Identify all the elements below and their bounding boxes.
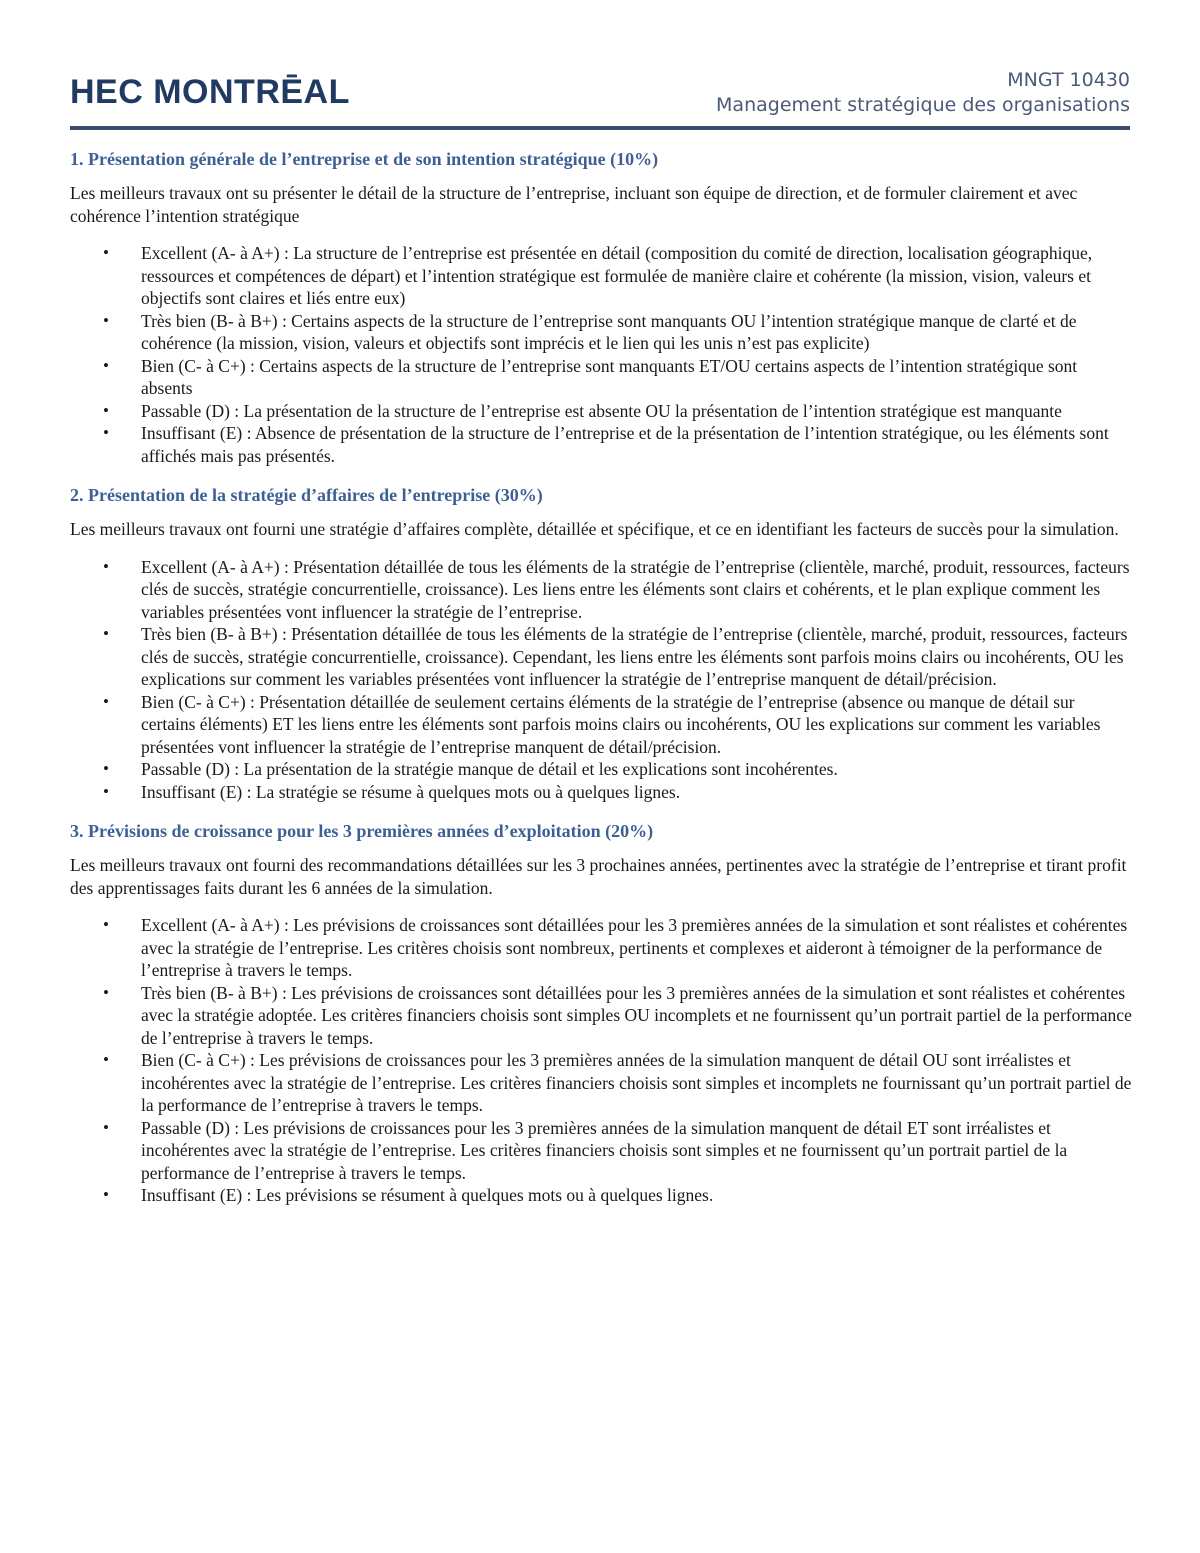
criteria-item (70, 242, 1132, 310)
criteria-list (70, 242, 1132, 467)
criteria-item (70, 758, 1132, 781)
bullet-icon: • (103, 243, 109, 262)
criteria-item (70, 691, 1132, 759)
bullet-icon: • (103, 691, 109, 711)
criteria-text: Excellent (A- à A+) : La structure de l’entreprise est présentée en détail (composition du comité de direction, localisation géographique, ressources et compétences de départ) et l’intention stratégique est formulée de manière claire et cohérente (la mission, vision, valeurs et objectifs sont claires et liés entre eux) (141, 243, 1093, 308)
section-intro: Les meilleurs travaux ont fourni une stratégie d’affaires complète, détaillée et spécifique, et ce en identifiant les facteurs de succès pour la simulation. (70, 519, 1119, 539)
section-heading: 1. Présentation générale de l’entreprise et de son intention stratégique (10%) (70, 149, 659, 169)
criteria-text: Insuffisant (E) : Absence de présentation de la structure de l’entreprise et de la présentation de l’intention stratégique, ou les éléments sont affichés mais pas présentés. (141, 423, 1109, 466)
criteria-item (70, 1049, 1132, 1117)
criteria-item (70, 556, 1132, 624)
criteria-text: Passable (D) : La présentation de la stratégie manque de détail et les explications sont incohérentes. (141, 759, 838, 779)
document-body (70, 147, 1132, 1223)
criteria-text: Passable (D) : La présentation de la structure de l’entreprise est absente OU la présentation de l’intention stratégique est manquante (141, 400, 1062, 421)
bullet-icon: • (103, 781, 109, 801)
criteria-text: Très bien (B- à B+) : Certains aspects de la structure de l’entreprise sont manquants OU l’intention stratégique manque de clarté et de cohérence (la mission, vision, valeurs et objectifs sont imprécis et le lien qui les unis n’est pas explicite) (141, 310, 1077, 353)
section-2 (70, 483, 1132, 803)
criteria-item (70, 400, 1132, 423)
course-code: MNGT 10430 (1007, 69, 1130, 91)
section-intro: Les meilleurs travaux ont fourni des recommandations détaillées sur les 3 prochaines années, pertinentes avec la stratégie de l’entreprise et tirant profit des apprentissages faits durant les 6 années de la simulation. (70, 855, 1127, 898)
bullet-icon: • (103, 423, 109, 442)
course-name: Management stratégique des organisations (716, 94, 1130, 116)
header-divider (70, 126, 1130, 130)
bullet-icon: • (103, 759, 109, 778)
criteria-item (70, 1117, 1132, 1185)
criteria-item (70, 781, 1132, 804)
criteria-list (70, 556, 1132, 804)
criteria-text: Très bien (B- à B+) : Les prévisions de croissances sont détaillées pour les 3 premières années de la simulation et sont réalistes et cohérentes avec la stratégie adoptée. Les critères financiers choisis sont simples OU incomplets et ne fournissent qu’un portrait partiel de la performance de l’entreprise à travers le temps. (141, 982, 1132, 1048)
criteria-text: Insuffisant (E) : Les prévisions se résument à quelques mots ou à quelques lignes. (141, 1185, 714, 1205)
section-heading: 3. Prévisions de croissance pour les 3 premières années d’exploitation (20%) (70, 821, 654, 841)
criteria-text: Bien (C- à C+) : Certains aspects de la structure de l’entreprise sont manquants ET/OU certains aspects de l’intention stratégique sont absents (141, 355, 1078, 398)
course-info (716, 68, 1130, 118)
section-3 (70, 819, 1132, 1207)
section-1 (70, 147, 1132, 467)
section-heading: 2. Présentation de la stratégie d’affaires de l’entreprise (30%) (70, 485, 543, 505)
bullet-icon: • (103, 915, 109, 934)
bullet-icon: • (103, 982, 109, 1002)
hec-montreal-logo: HEC MONTRĒAL (70, 73, 350, 111)
bullet-icon: • (103, 1185, 109, 1204)
criteria-text: Excellent (A- à A+) : Les prévisions de croissances sont détaillées pour les 3 premières années de la simulation et sont réalistes et cohérentes avec la stratégie de l’entreprise. Les critères choisis sont nombreux, pertinents et complexes et aideront à témoigner de la performance de l’entreprise à travers le temps. (141, 915, 1128, 980)
criteria-text: Passable (D) : Les prévisions de croissances pour les 3 premières années de la simulation manquent de détail ET sont irréalistes et incohérentes avec la stratégie de l’entreprise. Les critères financiers choisis sont simples et ne fournissent qu’un portrait partiel de la performance de l’entreprise à travers le temps. (141, 1117, 1068, 1183)
bullet-icon: • (103, 1050, 109, 1069)
criteria-text: Insuffisant (E) : La stratégie se résume à quelques mots ou à quelques lignes. (141, 781, 681, 802)
criteria-text: Bien (C- à C+) : Les prévisions de croissances pour les 3 premières années de la simulation manquent de détail OU sont irréalistes et incohérentes avec la stratégie de l’entreprise. Les critères financiers choisis sont simples et incomplets ne fournissant qu’un portrait partiel de la performance de l’entreprise à travers le temps. (141, 1050, 1132, 1115)
criteria-text: Excellent (A- à A+) : Présentation détaillée de tous les éléments de la stratégie de l’entreprise (clientèle, marché, produit, ressources, facteurs clés de succès, stratégie concurrentielle, croissance). Les liens entre les éléments sont clairs et cohérents, et le plan explique comment les variables présentées vont influencer la stratégie de l’entreprise. (141, 556, 1130, 622)
criteria-item (70, 623, 1132, 691)
criteria-item (70, 914, 1132, 982)
criteria-item (70, 355, 1132, 400)
bullet-icon: • (103, 624, 109, 643)
bullet-icon: • (103, 400, 109, 420)
bullet-icon: • (103, 1117, 109, 1137)
criteria-item (70, 1184, 1132, 1207)
criteria-text: Très bien (B- à B+) : Présentation détaillée de tous les éléments de la stratégie de l’entreprise (clientèle, marché, produit, ressources, facteurs clés de succès, stratégie concurrentielle, croissance). Cependant, les liens entre les éléments sont parfois moins clairs ou incohérents, OU les explications sur comment les variables présentées vont influencer la stratégie de l’entreprise manquent de détail/précision. (141, 624, 1128, 689)
criteria-item (70, 982, 1132, 1050)
criteria-list (70, 914, 1132, 1207)
section-intro: Les meilleurs travaux ont su présenter le détail de la structure de l’entreprise, incluant son équipe de direction, et de formuler clairement et avec cohérence l’intention stratégique (70, 183, 1078, 226)
bullet-icon: • (103, 556, 109, 576)
criteria-item (70, 422, 1132, 467)
bullet-icon: • (103, 355, 109, 375)
criteria-item (70, 310, 1132, 355)
bullet-icon: • (103, 310, 109, 330)
criteria-text: Bien (C- à C+) : Présentation détaillée de seulement certains éléments de la stratégie de l’entreprise (absence ou manque de détail sur certains éléments) ET les liens entre les éléments sont parfois moins clairs ou incohérents, OU les explications sur comment les variables présentées vont influencer la stratégie de l’entreprise manquent de détail/précision. (141, 691, 1101, 757)
